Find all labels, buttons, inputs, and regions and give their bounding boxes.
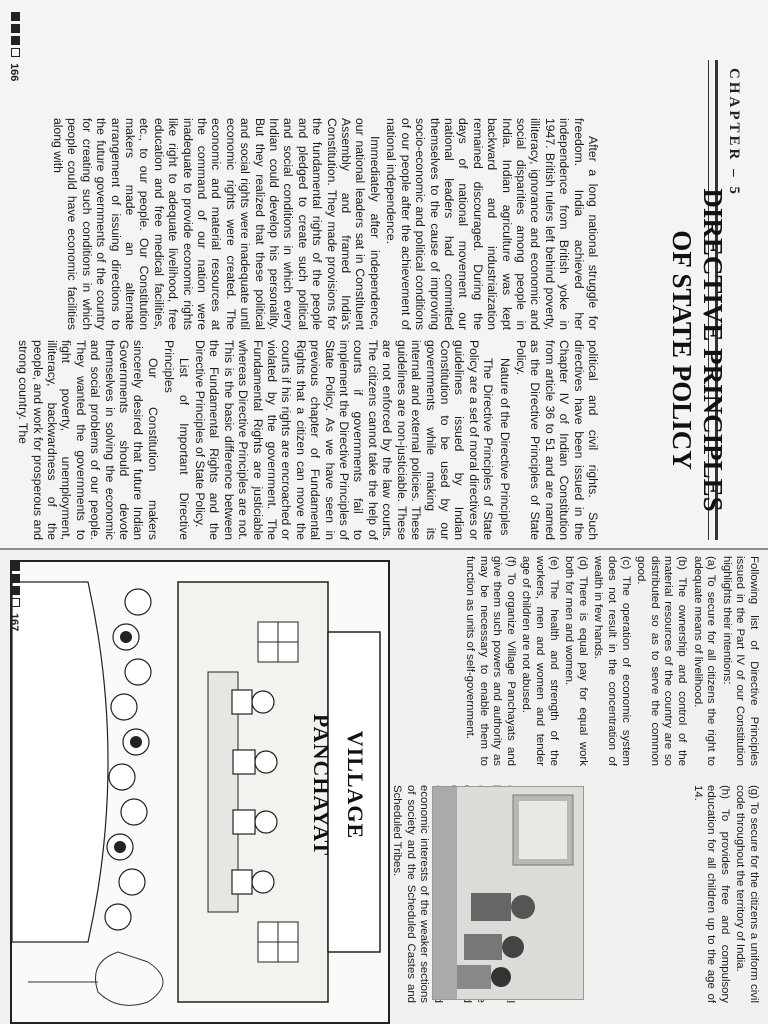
square-icon xyxy=(11,24,20,33)
square-icon xyxy=(11,36,20,45)
square-icon xyxy=(11,562,20,571)
paragraph: After a long national struggle for freedom. India achieved her independence from British yoke in 1947. British rulers left behind poverty, illiteracy, ignorance and economic and social disparities among people in India. Indian agriculture was kept backward and industrialization remained discouraged. During the days of national movement our national leaders had committed themselves to the cause of improving socio-economic and political conditions of our people after the achievement of national independence. xyxy=(384,118,600,330)
list-item: (b) The ownership and control of the material resources of the country are so distributed so as to serve the common good. xyxy=(635,556,689,766)
page-number: 166 xyxy=(8,63,20,82)
square-icon xyxy=(11,574,20,583)
left-column-2 xyxy=(14,340,600,540)
title-line-1: DIRECTIVE PRINCIPLES xyxy=(698,188,728,512)
page-number: 167 xyxy=(8,613,20,632)
subheading-list: List of Important Directive Principles xyxy=(162,340,191,540)
illustration-banner: VILLAGE PANCHAYAT xyxy=(309,713,368,857)
paragraph: Immediately after independence, our national leaders sat in Constituent Assembly and framed India's Constitution. They made provisions for the fundamental rights of the people and pledged to create such political and social conditions in which every Indian could develop his personality. But they realized that these political and social rights were inadequate until economic rights were created. The economic and material resources at the command of our nation were inadequate to provide economic rights like right to adequate livelihood, free education and free medical facilities, etc., to our people. Our Constitution makers made an alternate arrangement of issuing directions to the future governments of the country for creating such conditions in which people could have economic facilities along with xyxy=(50,118,382,330)
title-line-2: OF STATE POLICY xyxy=(667,230,697,470)
paragraph: The Directive Principles of State Policy are a set of moral directives or guidelines issued by Indian Constitution to be used by our governments while making its internal and external policies. These guidelines are non-justiciable. These are not enforced by the law courts. The citizens cannot take the help of courts if governments fail to implement the Directive Principles of State Policy. As we have seen in previous chapter of Fundamental Rights that a citizen can move the courts if his rights are encroached or violated by the government. The Fundamental Rights are justiciable whereas Directive Principles are not. This is the basic difference between the Fundamental Rights and the Directive Principles of State Policy. xyxy=(193,340,496,540)
list-item: (f) To organize Village Panchayats and give them such powers and authority as may be necessary to enable them to function as units of self-government. xyxy=(464,556,517,766)
list-item: (a) To secure for all citizens the right to adequate means of livelihood. xyxy=(691,556,718,766)
paragraph: Following list of Directive Principles issued in the Part IV of our Constitution highlights their intentions: xyxy=(720,556,760,766)
right-page xyxy=(0,548,768,1024)
list-item: (g) To secure for the citizens a uniform civil code throughout the territory of India. xyxy=(734,785,760,1003)
hollow-square-icon xyxy=(11,48,20,57)
chapter-label: CHAPTER – 5 xyxy=(726,68,742,197)
right-column-1 xyxy=(461,556,760,766)
square-icon xyxy=(11,12,20,21)
list-item: (c) The operation of economic system does not result in the concentration of wealth in few hands. xyxy=(592,556,632,766)
list-item: (h) To provides free and compulsory education for all children up to the age of 14. xyxy=(691,785,731,1003)
left-column-1 xyxy=(49,118,600,330)
list-item: (e) The health and strength of the workers, men and women and tender age of children are not abused. xyxy=(520,556,560,766)
list-item: economic interests of the weaker sections of society and the Scheduled Castes and Scheduled Tribes. xyxy=(391,785,431,1003)
page-title xyxy=(666,185,728,515)
subheading-nature: Nature of the Directive Principles xyxy=(497,358,512,536)
left-page-footer xyxy=(8,12,20,81)
paragraph: political and civil rights. Such directives have been issued in the Chapter IV of Indian Constitution from article 36 to 51 and are named as the Directive Principles of State Policy. xyxy=(513,340,600,540)
square-icon xyxy=(11,586,20,595)
hollow-square-icon xyxy=(11,598,20,607)
classroom-photo xyxy=(432,786,584,1000)
paragraph: Our Constitution makers sincerely desired that future Indian Governments should devote themselves in solving the economic and social problems of our people. They wanted the governments to fight poverty, unemployment, illiteracy, backwardness of the people, and work for prosperous and strong country. The xyxy=(16,340,160,540)
list-item: (d) There is equal pay for equal work both for men and women. xyxy=(563,556,589,766)
right-page-footer xyxy=(8,562,20,631)
